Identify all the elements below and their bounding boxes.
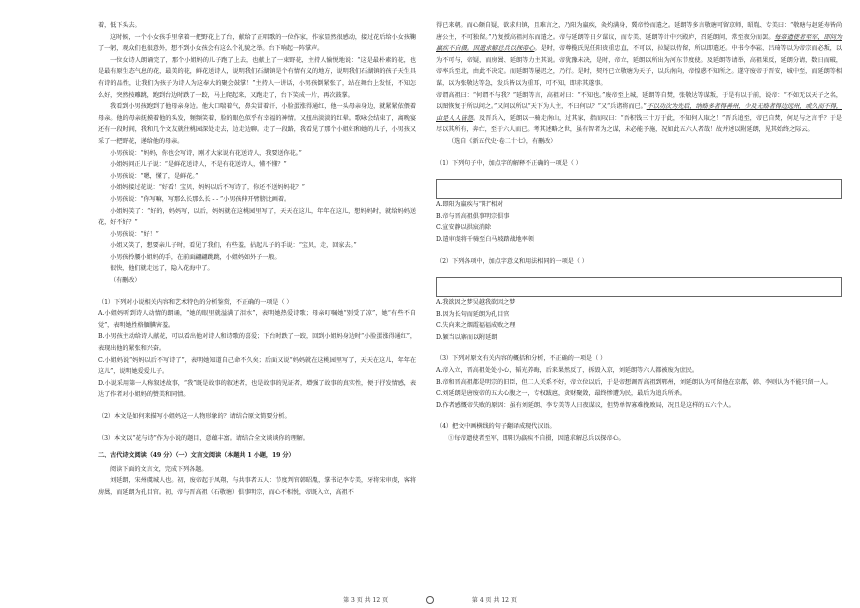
- question-4: （4）把文中画横线的句子翻译成现代汉语。: [436, 423, 556, 431]
- classical-text: 刘延朗，宋州虞城人也。初，废帝起于凤翔，与共事者五人：节度判官韩昭胤，掌书记李专美，牙将宋审虔，客将房暠，而延朗为孔目官。初，帝与晋高祖（石敬塘）俱事明宗，而心不相悦，帝既入立，高祖不: [98, 477, 416, 496]
- classical-text-part: 得已来朝。而心颇自疑，欲求归镇，且难言之，乃阳为羸疾，灸灼满身，冀帝怜而遣之。延朗等多言敬瑭可留京师，昭胤、专美曰：“敬瑭与赵延寿皆尚唐公主，不可独留。”乃复授高祖河东而遣之。帝与延朗等日夕谋议，而专美、延朗等计中兴殿庐，召延朗问，常至夜分而罢。: [436, 22, 842, 41]
- option-a: A.帝入立，晋高祖处处小心，韬光养晦，后来果然反了，拆毁入京，刘延朗等六人都被废为庶民。: [436, 367, 698, 375]
- dialogue-line: 小姐妈问正儿子说：“是鲜花送诗人，不是有花送诗人，懂不懂？”: [110, 161, 287, 169]
- option-b: B.因为长句而延朗为孔目官: [436, 310, 510, 318]
- instruction: 阅读下面的文言文，完成下列各题。: [110, 465, 208, 473]
- option-c: C.失向来之烟霞福福成败之理: [436, 322, 516, 330]
- question-1: （1）下列句子中，加点字的解释不正确的一项是（ ）: [436, 159, 582, 167]
- right-page: [430, 0, 860, 608]
- option-a: A.小姐妈听到诗人动情的朗诵，“她的眼里就溢满了泪水”，表明她热爱诗歌；母亲叮嘱她“别受了凉”，她“有些不自觉”，表明她性格腼腆害羞。: [98, 310, 416, 329]
- classical-text-part: 。是时，帝尊揽氏见任阳贵重忠直，不可以，拉疑以侍留，所以即遣还。中书令李崧、吕琦等以为帝宗而必叛，以为不可与，帝疑，而房暠、延朗等力主其说。帝犹豫未决，是时，帝立，延朗以所出为河东节度使。及延朗等请举，高祖果反，延朗分请，数日而破，帝率兵至北，由此不决定。而延朗等屡迟之，乃行。是时，契丹已立敬塘为天子，以兵南向，帝惶惑不知所之。遂守废帝于晋安，城中至，而延朗等相谋，以为张敬达等急，发兵皆以为重耳，可不知，即赤其遂事。: [436, 45, 842, 87]
- dialogue-line: 小姐妈接过花说：“好看！宝贝，妈妈以后不写诗了，你还不送妈妈花？”: [110, 184, 305, 192]
- dialogue-line: 小男孩说：“嗯，懂了，是鲜花。”: [110, 172, 199, 180]
- binding-hole-icon: [426, 596, 434, 604]
- question-2: （2）下列各项中，加点字意义和用法相同的一项是（ ）: [436, 257, 588, 265]
- dialogue-line: 小姐又笑了，想要亲儿子时，看见了我们，有些羞，拈起儿子的手说：“宝贝，走，回家去。”: [110, 242, 357, 250]
- option-d: D.作者感慨帝失败的原因：虽有刘延朗、李专美等人日夜谋议，但势单智寡难挽败局，况且是这样的五六个人。: [436, 401, 735, 409]
- source-note: （有删改）: [110, 277, 141, 285]
- section-heading: 二、古代诗文阅读（49 分）（一）文言文阅读（本题共 1 小题，19 分）: [98, 452, 295, 460]
- option-c: C.宣安静以拱宸消除: [436, 224, 491, 232]
- classical-text-part: 。及晋兵入，延朗以一骑走南山，过其家，指而叹曰：“吾积钱三十万于此，不知何人取之！”晋兵追至，帝已自焚，何足与之言乎？于是尽以其所有，奔亡，至于六人而已。考其述略之世，虽有智者为之谋，未必能予施，况如此五六人者哉！故并述以附延朗，见其始终之际云。: [436, 114, 842, 134]
- classical-text: [436, 20, 842, 90]
- option-b: B.小男孩主动给诗人献花，可以看出他对诗人和诗歌的喜爱；下台时跌了一跤，回到小姐妈身边时“小脸蛋涨得通红”，表现出他的紧张和兴奋。: [98, 333, 416, 353]
- dialogue-line: 小男孩说：“好！”: [110, 230, 159, 238]
- option-d: D.小说采用第一人称叙述故事，“我”既是故事的叙述者，也是故事的见证者，增强了故事的真实性，便于抒发情感，表达了作者对小姐妈的赞美和同情。: [98, 379, 416, 399]
- answer-box[interactable]: [436, 179, 842, 199]
- dialogue-line: 小男孩说：“妈妈，你也会写诗，刚才大家说有花送诗人，我要送你花。”: [110, 149, 302, 157]
- classical-text: [436, 90, 842, 136]
- option-d: D.颍当以寨而以附延朗: [436, 333, 498, 341]
- underlined-sentence-1: 每帝遗使者至军，即问为羸疾不自摄。因遣求解总兵以探帝心: [436, 33, 842, 53]
- underlined-sentence-2: 不以功次为先后，纳赂多者得善州，少及无赂者得边远州，或久而不得，由是人人皆怨: [436, 103, 842, 122]
- option-b: B.帝与晋高祖俱事明宗俱事: [436, 212, 510, 220]
- option-a: A.即阳为羸疾与“阳”相对: [436, 201, 504, 209]
- option-a: A.我欲因之梦吴越我欲因之梦: [436, 299, 516, 307]
- translation-item: ①每帝遗使者至军，即阳为羸疾不自摄，因遣求解总兵以探帝心。: [448, 435, 625, 443]
- paragraph: 这时候，一个小女孩手里拿着一把野花上了台，献给了正唱歌的一位作家，作家显然很感动，接过花后给小女孩鞠了一躬，观众们也很意外，想不到小女孩会有这么个礼貌之举。台下响起一阵掌声。: [98, 33, 416, 53]
- dialogue-line: 很快，他们就走远了，隐入花海中了。: [110, 265, 214, 273]
- dialogue-line: 小男孩说：“你写嘛，写那么长那么长 - - ”小男孩伸开臂膀比画着。: [110, 195, 291, 203]
- option-b: B.帝和晋高祖都是明宗的旧臣，但二人关系不好，帝立位以后，于是帝想调晋高祖到郓州，刘延朗认为可留他在京都，韩、李则认为不能只留一人。: [436, 378, 832, 386]
- page-number-left: 第 3 页 共 12 页: [343, 596, 389, 604]
- left-column: [98, 20, 416, 499]
- option-c: C.小姐妈说“妈妈以后不写诗了”，表明她知道自己命不久矣；后面又说“妈妈就在这桃园里写了，天天在这儿，年年在这儿”，说明她爱爱儿子。: [98, 356, 416, 376]
- option-c: C.刘延朗是唐废帝的五大心腹之一，专权跋扈，贪财聚敛，最终惨遭为民，最后为追兵所杀。: [436, 390, 686, 398]
- paragraph: 一位女诗人朗诵完了，那个小姐妈的儿子跑了上去，也献上了一束野花，主持人愉悦地说：“这是最朴素的花，也是最有原生态气息的花，最美的花，鲜花送诗人，说明我们石湖镇是个有情有义的地方，说明我们石湖镇的孩子天生具有诗的品性，让我们为孩子为诗人为这奉大的聚会鼓掌！”主持人一讲话，小男孩倒紧张了，站在舞台上发怔，不知怎么好，突然按雕跳，跑到台边时跌了一跤，马上爬起来，又跑走了，台下笑成一片，再次鼓掌。: [98, 56, 416, 99]
- dialogue-line: 小姐妈笑了：“好的，妈妈写，以后，妈妈就在这桃园里写了，天天在这儿，年年在这儿，想妈妈时，就给妈妈送花，好不好？”: [98, 207, 416, 227]
- question-2: （2）本文是如何来描写小姐妈这一人物形象的？请结合原文简要分析。: [98, 413, 291, 420]
- paragraph: 着，低下头去。: [98, 22, 141, 29]
- classical-text-part: 帝谓高祖曰：“何谓不与我？”延朗等言，高祖对曰：“不知也。”废帝至上城，延朗等自焚，张敬达等谋叛，于是有以于前，说帝：“不如无以天子之名，以图恢复于所以问之。”又问以所以“天下为人主，不曰何以？”又“兵诸将而已。”: [436, 91, 842, 111]
- question-3: （3）本文以“花与诗”作为小说的题目，意蕴丰富。请结合全文谈谈你的理解。: [98, 434, 309, 442]
- question-3: （3）下列对原文有关内容的概括和分析，不正确的一项是（ ）: [436, 355, 607, 363]
- option-d: D.遣审虔将千骑至白马坡踏战地率领: [436, 235, 534, 243]
- question-1: （1）下列对小说相关内容和艺术特色的分析鉴赏，不正确的一项是（ ）: [98, 298, 293, 306]
- page-footer: [0, 595, 860, 605]
- right-column: [436, 20, 842, 445]
- source-note: （选自《新五代史·卷二十七》，有删改）: [448, 137, 557, 145]
- dialogue-line: 小男孩拎腰小姐妈的手，在前面翩翩跳跳，小姐妈如外子一般。: [110, 253, 281, 261]
- answer-box[interactable]: [436, 277, 842, 297]
- page-number-right: 第 4 页 共 12 页: [471, 596, 517, 604]
- paragraph: 我看到小男孩跑到了他母亲身边。他大口喘着气，鼻尖冒着汗，小脸蛋涨得通红，他一头母亲身边，就紧紧依偎着母亲。他的母亲抚摸着他的头发，頻频笑着，脸的眼色似乎有幸福的神情。又扭出淡淡的红晕。歌咏会结束了，离晚宴还有一段时间，我和几个文友就往桃园深处走去，边走边聊。走了一段路，我看见了那个小姐妇和她的儿子，小男孩又采了一把野花，递给他的母亲。: [98, 103, 416, 145]
